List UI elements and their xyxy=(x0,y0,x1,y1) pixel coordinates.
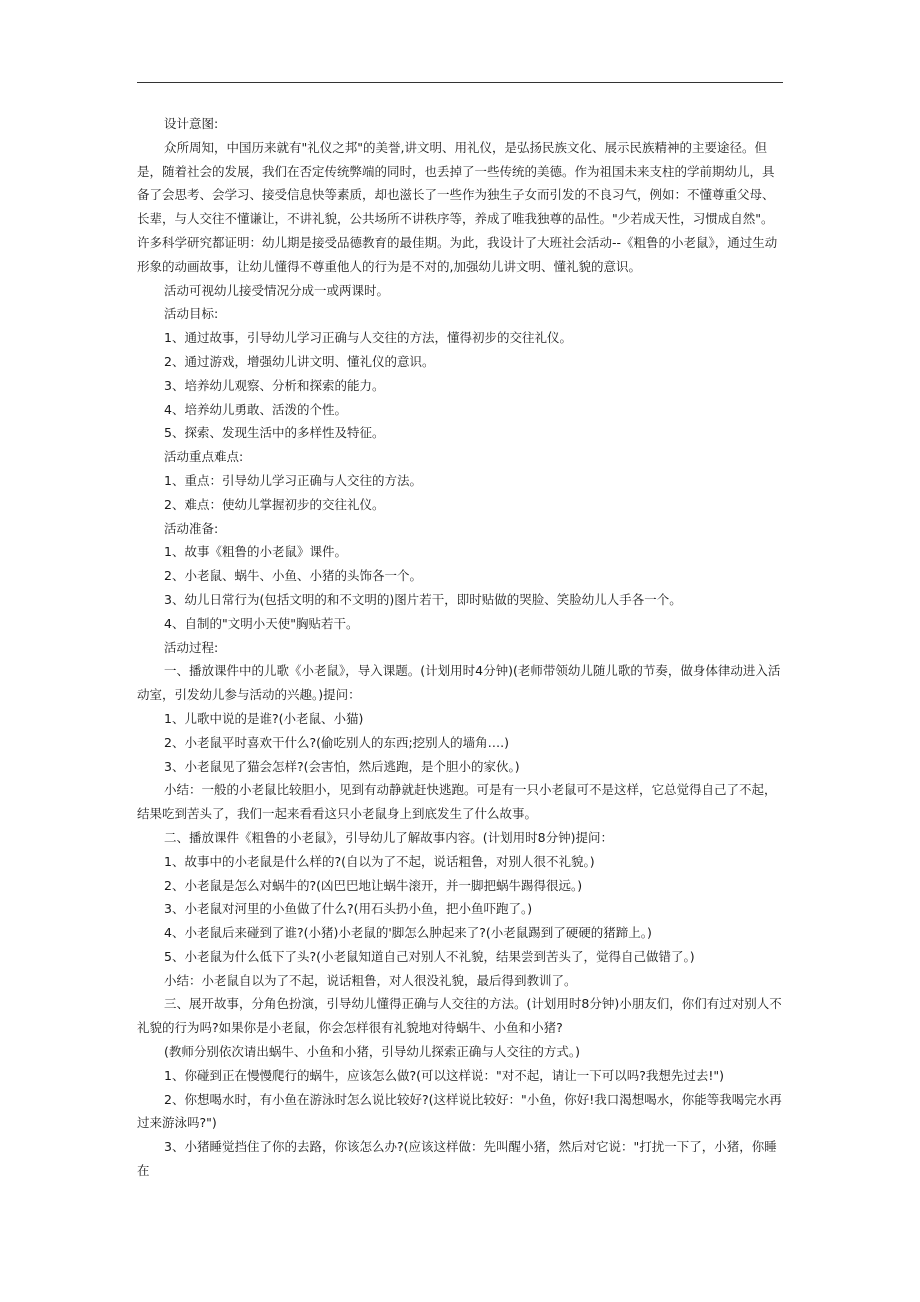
section-heading-process: 活动过程: xyxy=(164,639,219,655)
summary-paragraph: 小结：小老鼠自以为了不起，说话粗鲁，对人很没礼貌，最后得到教训了。 xyxy=(164,972,577,988)
document-body xyxy=(137,112,783,1183)
section-heading-goals: 活动目标: xyxy=(164,306,219,322)
goal-item: 3、培养幼儿观察、分析和探索的能力。 xyxy=(164,377,385,393)
goal-item: 5、探索、发现生活中的多样性及特征。 xyxy=(164,425,385,441)
question-item: 3、小老鼠对河里的小鱼做了什么?(用石头扔小鱼，把小鱼吓跑了。) xyxy=(164,901,533,917)
preparation-item: 4、自制的"文明小天使"胸贴若干。 xyxy=(164,615,359,631)
question-item: 4、小老鼠后来碰到了谁?(小猪)小老鼠的'脚怎么肿起来了?(小老鼠踢到了硬硬的猪蹄上。) xyxy=(164,925,652,941)
paragraph-lesson-note: 活动可视幼儿接受情况分成一或两课时。 xyxy=(164,282,390,298)
summary-paragraph: 小结：一般的小老鼠比较胆小，见到有动静就赶快逃跑。可是有一只小老鼠可不是这样，它总觉得自己了不起，结果吃到苦头了，我们一起来看看这只小老鼠身上到底发生了什么故事。 xyxy=(137,782,777,822)
key-point-item: 1、重点：引导幼儿学习正确与人交往的方法。 xyxy=(164,472,422,488)
question-item: 2、小老鼠是怎么对蜗牛的?(凶巴巴地让蜗牛滚开，并一脚把蜗牛踢得很远。) xyxy=(164,877,583,893)
question-item: 1、儿歌中说的是谁?(小老鼠、小猫) xyxy=(164,710,364,726)
question-item: 1、故事中的小老鼠是什么样的?(自以为了不起，说话粗鲁，对别人很不礼貌。) xyxy=(164,853,595,869)
preparation-item: 1、故事《粗鲁的小老鼠》课件。 xyxy=(164,544,347,560)
header-rule xyxy=(137,82,783,83)
question-item: 5、小老鼠为什么低下了头?(小老鼠知道自己对别人不礼貌，结果尝到苦头了，觉得自己做错了。) xyxy=(164,948,695,964)
question-item: 2、你想喝水时，有小鱼在游泳时怎么说比较好?(这样说比较好："小鱼，你好!我口渴想喝水，你能等我喝完水再过来游泳吗?") xyxy=(137,1091,782,1131)
process-step: 二、播放课件《粗鲁的小老鼠》，引导幼儿了解故事内容。(计划用时8分钟)提问： xyxy=(164,829,613,845)
goal-item: 2、通过游戏，增强幼儿讲文明、懂礼仪的意识。 xyxy=(164,353,435,369)
paragraph-design-intent: 众所周知，中国历来就有"礼仪之邦"的美誉,讲文明、用礼仪，是弘扬民族文化、展示民族精神的主要途径。但是，随着社会的发展，我们在否定传统弊端的同时，也丢掉了一些传统的美德。作为祖国未来支柱的学前期幼儿，具备了会思考、会学习、接受信息快等素质，却也滋长了一些作为独生子女而引发的不良习气，例如：不懂尊重父母、长辈，与人交往不懂谦让，不讲礼貌，公共场所不讲秩序等，养成了唯我独尊的品性。"少若成天性，习惯成自然"。许多科学研究都证明：幼儿期是接受品德教育的最佳期。为此，我设计了大班社会活动--《粗鲁的小老鼠》，通过生动形象的动画故事，让幼儿懂得不尊重他人的行为是不对的,加强幼儿讲文明、懂礼貌的意识。 xyxy=(137,139,778,274)
key-point-item: 2、难点：使幼儿掌握初步的交往礼仪。 xyxy=(164,496,385,512)
section-heading-key-points: 活动重点难点: xyxy=(164,449,244,465)
process-step: 一、播放课件中的儿歌《小老鼠》，导入课题。(计划用时4分钟)(老师带领幼儿随儿歌的节奏，做身体律动进入活动室，引发幼儿参与活动的兴趣。)提问： xyxy=(137,663,781,703)
goal-item: 1、通过故事，引导幼儿学习正确与人交往的方法，懂得初步的交往礼仪。 xyxy=(164,330,572,346)
question-item: 3、小老鼠见了猫会怎样?(会害怕，然后逃跑，是个胆小的家伙。) xyxy=(164,758,520,774)
section-heading-preparation: 活动准备: xyxy=(164,520,219,536)
teacher-note: (教师分别依次请出蜗牛、小鱼和小猪，引导幼儿探索正确与人交往的方式。) xyxy=(164,1044,581,1060)
section-heading-design-intent: 设计意图: xyxy=(164,116,219,131)
question-item: 3、小猪睡觉挡住了你的去路，你该怎么办?(应该这样做：先叫醒小猪，然后对它说："打扰一下了，小猪，你睡在 xyxy=(137,1139,777,1179)
goal-item: 4、培养幼儿勇敢、活泼的个性。 xyxy=(164,401,347,417)
question-item: 2、小老鼠平时喜欢干什么?(偷吃别人的东西;挖别人的墙角….) xyxy=(164,734,510,750)
preparation-item: 2、小老鼠、蜗牛、小鱼、小猪的头饰各一个。 xyxy=(164,568,422,584)
preparation-item: 3、幼儿日常行为(包括文明的和不文明的)图片若干，即时贴做的哭脸、笑脸幼儿人手各一个。 xyxy=(164,591,682,607)
process-step: 三、展开故事，分角色扮演，引导幼儿懂得正确与人交往的方法。(计划用时8分钟)小朋友们，你们有过对别人不礼貌的行为吗?如果你是小老鼠，你会怎样很有礼貌地对待蜗牛、小鱼和小猪? xyxy=(137,996,782,1036)
question-item: 1、你碰到正在慢慢爬行的蜗牛，应该怎么做?(可以这样说："对不起，请让一下可以吗?我想先过去!") xyxy=(164,1067,724,1083)
